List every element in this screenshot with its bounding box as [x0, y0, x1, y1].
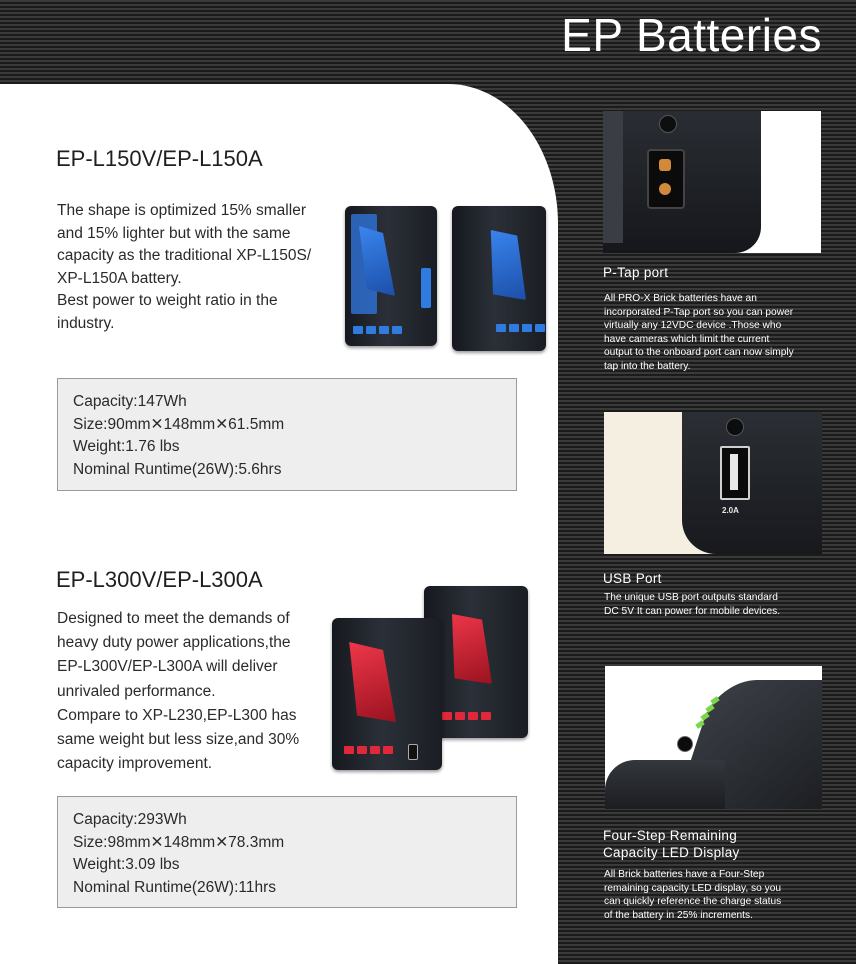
spec-runtime: Nominal Runtime(26W):11hrs: [73, 878, 276, 896]
product-2-specs: [57, 796, 517, 908]
spec-size: Size:98mm✕148mm✕78.3mm: [73, 833, 285, 851]
battery-image-ep-l300-front: [332, 618, 442, 770]
feature-title-line: Four-Step Remaining: [603, 828, 738, 843]
description-line: same weight but less size,and 30%: [57, 731, 300, 749]
spec-size: Size:90mm✕148mm✕61.5mm: [73, 415, 285, 433]
feature-usb-text: [604, 591, 834, 618]
feature-text-line: output to the onboard port can now simply: [604, 347, 794, 359]
usb-port-photo: [604, 412, 822, 554]
feature-led-text: [604, 868, 834, 922]
description-line: The shape is optimized 15% smaller: [57, 202, 306, 219]
description-line: EP-L300V/EP-L300A will deliver: [57, 658, 278, 676]
spec-weight: Weight:1.76 lbs: [73, 438, 180, 455]
feature-ptap-text: [604, 292, 834, 374]
product-2-title: EP-L300V/EP-L300A: [56, 567, 263, 592]
spec-capacity: Capacity:147Wh: [73, 393, 187, 410]
feature-text-line: The unique USB port outputs standard: [604, 592, 778, 603]
description-line: Compare to XP-L230,EP-L300 has: [57, 706, 297, 724]
description-line: Designed to meet the demands of: [57, 610, 290, 627]
description-line: Best power to weight ratio in the: [57, 292, 278, 310]
feature-text-line: virtually any 12VDC device .Those who: [604, 320, 782, 332]
feature-text-line: remaining capacity LED display, so you: [604, 882, 782, 894]
product-2-description: [57, 607, 299, 776]
battery-image-ep-l150-side: [452, 206, 546, 351]
description-line: XP-L150A battery.: [57, 269, 182, 287]
page-title: EP Batteries: [561, 9, 822, 61]
feature-text-line: of the battery in 25% increments.: [604, 909, 753, 921]
spec-weight: Weight:3.09 lbs: [73, 856, 180, 873]
description-line: capacity as the traditional XP-L150S/: [57, 247, 312, 265]
feature-ptap-title: P-Tap port: [603, 265, 669, 280]
led-display-photo: [605, 666, 822, 809]
feature-text-line: All PRO-X Brick batteries have an: [604, 293, 757, 304]
description-line: industry.: [57, 314, 115, 332]
feature-text-line: DC 5V It can power for mobile devices.: [604, 605, 781, 617]
feature-title-line: Capacity LED Display: [603, 845, 740, 860]
led-indicator-icon: [693, 698, 723, 734]
product-1-title: EP-L150V/EP-L150A: [56, 146, 263, 171]
description-line: heavy duty power applications,the: [57, 634, 291, 652]
product-1-description: [57, 200, 311, 336]
product-1-specs: [57, 378, 517, 491]
feature-text-line: incorporated P-Tap port so you can power: [604, 306, 794, 318]
description-line: capacity improvement.: [57, 755, 213, 773]
feature-text-line: tap into the battery.: [604, 360, 691, 372]
feature-usb-title: USB Port: [603, 571, 662, 586]
feature-text-line: have cameras which limit the current: [604, 333, 770, 345]
feature-text-line: can quickly reference the charge status: [604, 896, 782, 908]
spec-capacity: Capacity:293Wh: [73, 811, 187, 828]
battery-image-ep-l150-front: [345, 206, 437, 346]
feature-led-title: [603, 827, 740, 861]
ptap-connector-icon: [647, 149, 685, 209]
description-line: unrivaled performance.: [57, 682, 216, 700]
description-line: and 15% lighter but with the same: [57, 224, 291, 242]
usb-socket-icon: [720, 446, 750, 500]
usb-rating-label: 2.0A: [722, 506, 739, 515]
ptap-port-photo: [603, 111, 821, 253]
feature-text-line: All Brick batteries have a Four-Step: [604, 869, 765, 880]
spec-runtime: Nominal Runtime(26W):5.6hrs: [73, 460, 282, 478]
